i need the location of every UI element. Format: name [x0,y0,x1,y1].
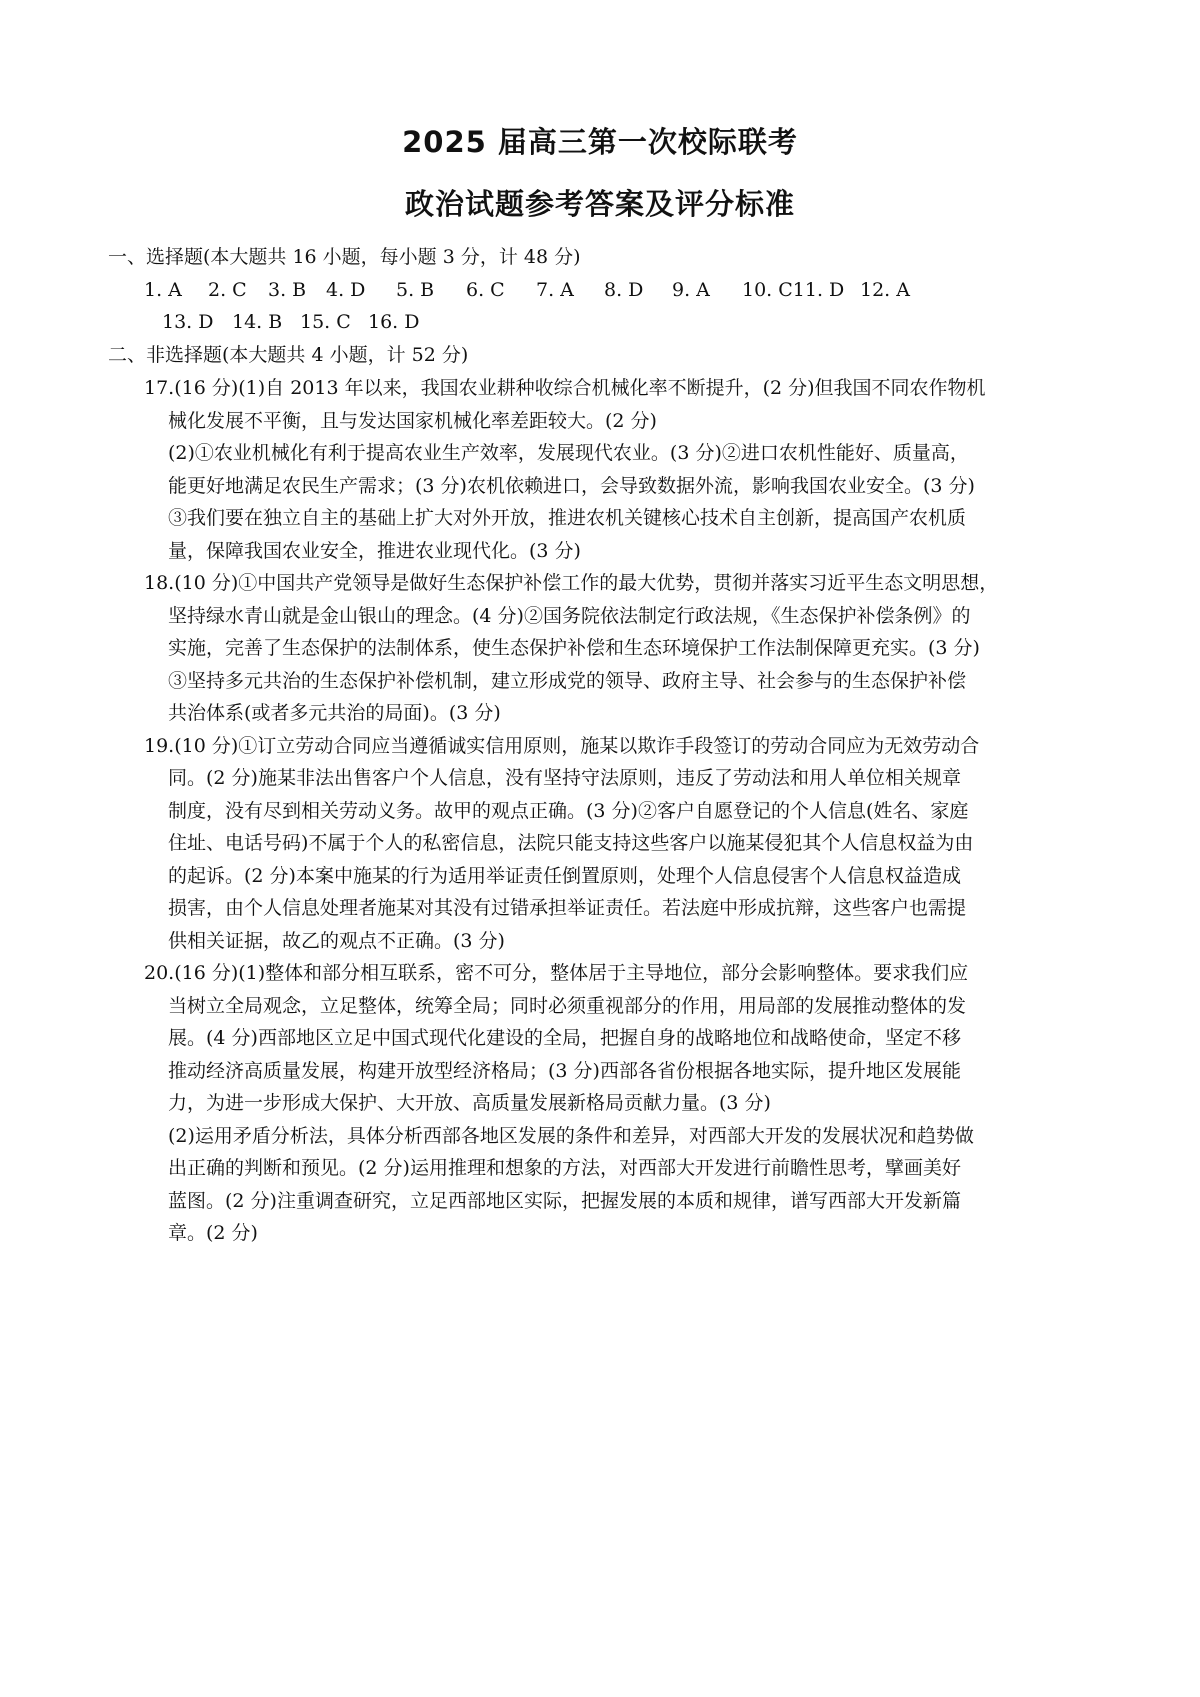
answer-line: 住址、电话号码)不属于个人的私密信息，法院只能支持这些客户以施某侵犯其个人信息权益为由 [168,832,974,854]
answer-line: 共治体系(或者多元共治的局面)。(3 分) [168,702,501,724]
answer-line: 当树立全局观念，立足整体，统筹全局；同时必须重视部分的作用，用局部的发展推动整体的发 [168,995,967,1017]
answer-line: 出正确的判断和预见。(2 分)运用推理和想象的方法，对西部大开发进行前瞻性思考，擘画美好 [168,1157,961,1179]
section2-heading: 二、非选择题(本大题共 4 小题，计 52 分) [108,344,469,366]
answer-line: 量，保障我国农业安全，推进农业现代化。(3 分) [168,540,581,562]
answer-line: ③坚持多元共治的生态保护补偿机制，建立形成党的领导、政府主导、社会参与的生态保护补偿 [168,670,967,692]
answer-line: 制度，没有尽到相关劳动义务。故甲的观点正确。(3 分)②客户自愿登记的个人信息(姓名、家庭 [168,800,969,822]
answer-line: 蓝图。(2 分)注重调查研究，立足西部地区实际，把握发展的本质和规律，谱写西部大开发新篇 [168,1190,961,1212]
answer-line: 供相关证据，故乙的观点不正确。(3 分) [168,930,505,952]
answer-line: 力，为进一步形成大保护、大开放、高质量发展新格局贡献力量。(3 分) [168,1092,771,1114]
question-answer-line: 19.(10 分)①订立劳动合同应当遵循诚实信用原则，施某以欺诈手段签订的劳动合同应为无效劳动合 [144,735,980,757]
answer-item: 10. C11. D [742,279,845,301]
answer-item: 12. A [860,279,910,301]
answer-item: 16. D [368,311,420,333]
answer-item: 6. C [466,279,505,301]
answer-item: 3. B [268,279,307,301]
question-answer-line: 17.(16 分)(1)自 2013 年以来，我国农业耕种收综合机械化率不断提升，(2 分)但我国不同农作物机 [144,377,986,399]
answer-line: (2)①农业机械化有利于提高农业生产效率，发展现代农业。(3 分)②进口农机性能好、质量高， [168,442,969,464]
answer-item: 4. D [326,279,366,301]
answer-line: 能更好地满足农民生产需求；(3 分)农机依赖进口，会导致数据外流，影响我国农业安全。(3 分) [168,475,975,497]
answer-item: 9. A [672,279,710,301]
answer-line: (2)运用矛盾分析法，具体分析西部各地区发展的条件和差异，对西部大开发的发展状况和趋势做 [168,1125,974,1147]
answer-line: ③我们要在独立自主的基础上扩大对外开放，推进农机关键核心技术自主创新，提高国产农机质 [168,507,967,529]
answer-line: 械化发展不平衡，且与发达国家机械化率差距较大。(2 分) [168,410,657,432]
answer-line: 实施，完善了生态保护的法制体系，使生态保护补偿和生态环境保护工作法制保障更充实。(3 分) [168,637,980,659]
answer-line: 的起诉。(2 分)本案中施某的行为适用举证责任倒置原则，处理个人信息侵害个人信息权益造成 [168,865,961,887]
page-subtitle: 政治试题参考答案及评分标准 [404,187,795,221]
answer-line: 坚持绿水青山就是金山银山的理念。(4 分)②国务院依法制定行政法规，《生态保护补偿条例》的 [168,605,971,627]
answer-item: 13. D [162,311,214,333]
answer-line: 展。(4 分)西部地区立足中国式现代化建设的全局，把握自身的战略地位和战略使命，坚定不移 [168,1027,961,1049]
answer-item: 7. A [536,279,574,301]
answer-item: 8. D [604,279,644,301]
answer-item: 5. B [396,279,435,301]
page-title: 2025 届高三第一次校际联考 [402,125,798,159]
answer-line: 推动经济高质量发展，构建开放型经济格局；(3 分)西部各省份根据各地实际，提升地区发展能 [168,1060,961,1082]
question-answer-line: 20.(16 分)(1)整体和部分相互联系，密不可分，整体居于主导地位，部分会影响整体。要求我们应 [144,962,969,984]
section1-heading: 一、选择题(本大题共 16 小题，每小题 3 分，计 48 分) [108,246,581,268]
answer-line: 损害，由个人信息处理者施某对其没有过错承担举证责任。若法庭中形成抗辩，这些客户也需提 [168,897,967,919]
answer-line: 章。(2 分) [168,1222,258,1244]
question-answer-line: 18.(10 分)①中国共产党领导是做好生态保护补偿工作的最大优势，贯彻并落实习近平生态文明思想， [144,572,999,594]
answer-line: 同。(2 分)施某非法出售客户个人信息，没有坚持守法原则，违反了劳动法和用人单位相关规章 [168,767,961,789]
answer-item: 1. A [144,279,182,301]
answer-item: 14. B [232,311,283,333]
answer-item: 15. C [300,311,351,333]
answer-item: 2. C [208,279,247,301]
